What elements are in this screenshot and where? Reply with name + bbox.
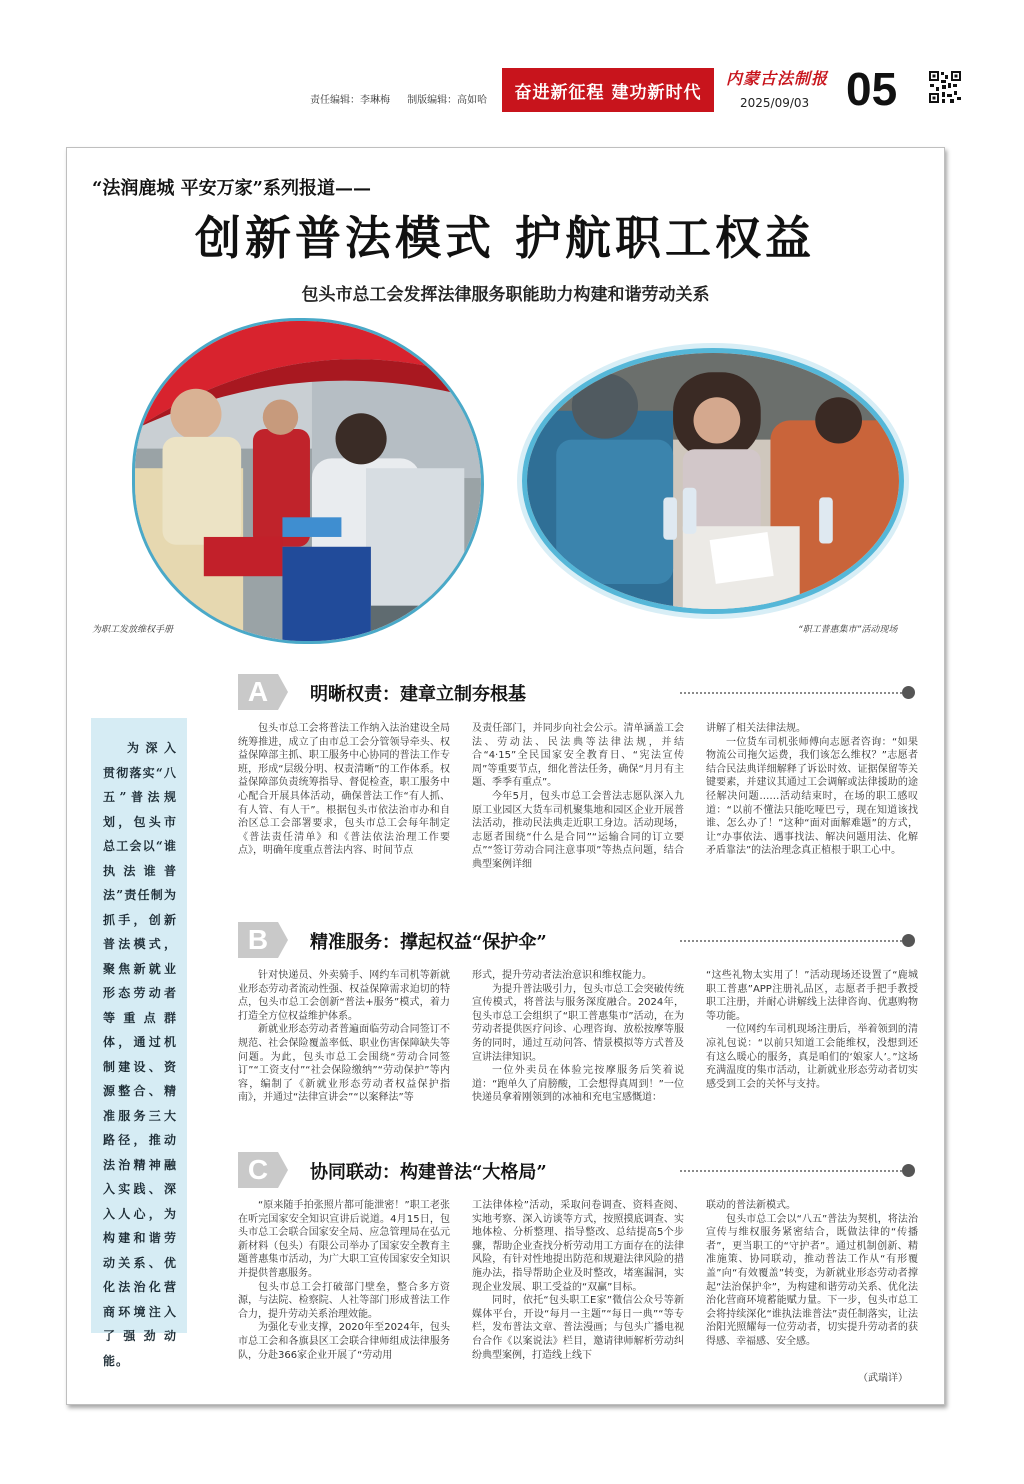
section-b-column-3 <box>706 969 918 1119</box>
masthead <box>0 0 1024 130</box>
paragraph: 今年5月，包头市总工会普法志愿队深入九原工业园区大货车司机聚集地和园区企业开展普法活动，推动民法典走近职工身边。活动现场，志愿者围绕“什么是合同”“运输合同的订立要点”“签订劳动合同注意事项”等热点问题，结合典型案例详细 <box>472 790 684 870</box>
section-c-title: 协同联动：构建普法“大格局” <box>310 1162 547 1183</box>
section-c-column-1 <box>238 1199 450 1389</box>
lead-sidebar <box>91 718 187 1368</box>
editor-name: 责任编辑：李琳梅 <box>310 95 390 106</box>
paragraph: 同时，依托“包头职工E家”微信公众号等新媒体平台，开设“每月一主题”“每日一典”“等专栏，发布普法文章、普法漫画；与包头广播电视台合作《以案说法》栏目，邀请律师解析劳动纠纷典型案例，打造线上线下 <box>472 1295 684 1361</box>
section-a-column-1 <box>238 722 450 886</box>
page-number: 05 <box>846 63 898 115</box>
section-a-letter: A <box>238 674 278 710</box>
qr-code-icon <box>928 70 962 104</box>
paragraph: 包头市总工会以“八五”普法为契机，将法治宣传与维权服务紧密结合，既做法律的“传播者”，更当职工的“守护者”。通过机制创新、精准施策、协同联动，推动普法工作从“有形覆盖”向“有效覆盖”转变，为新就业形态劳动者撑起“法治保护伞”，为构建和谐劳动关系、优化法治化营商环境蓄能赋力量。下一步，包头市总工会将持续深化“谁执法谁普法”责任制落实，让法治阳光照耀每一位劳动者，切实提升劳动者的获得感、幸福感、安全感。 <box>706 1213 918 1347</box>
section-b-title: 精准服务：撑起权益“保护伞” <box>310 932 547 953</box>
paragraph: 一位外卖员在体验完按摩服务后笑着说道：“跑单久了肩膀酸，工会想得真周到！”一位快递员拿着刚领到的冰袖和充电宝感慨道： <box>472 1065 684 1104</box>
paragraph: 包头市总工会将普法工作纳入法治建设全局统筹推进，成立了由市总工会分管领导牵头、权益保障部主抓、职工服务中心协同的普法工作专班，形成“层级分明、权责清晰”的工作体系。权益保障部负责统筹指导、督促检查，职工服务中心配合开展具体活动，确保普法工作“有人抓、有人管、有人干”。根据包头市依法治市办和自治区总工会部署要求，包头市总工会每年制定《普法责任清单》和《普法依法治理工作要点》，明确年度重点普法内容、时间节点 <box>238 723 450 857</box>
paragraph: “原来随手拍张照片都可能泄密！”职工老张在听完国家安全知识宣讲后说道。4月15日，包头市总工会联合国家安全局、应急管理局在弘元新材料（包头）有限公司举办了国家安全教育主题普惠集市活动，为广大职工宣传国家安全知识并提供普惠服务。 <box>238 1200 450 1279</box>
section-b-column-1 <box>238 969 450 1119</box>
section-a-column-3 <box>706 722 918 886</box>
paragraph: 工法律体检”活动，采取问卷调查、资料查阅、实地考察、深入访谈等方式，按照摸底调查、实地体检、分析整理、指导整改、总结提高5个步骤，帮助企业查找分析劳动用工方面存在的法律风险，有针对性地提出防范和规避法律风险的措施办法，指导帮助企业及时整改，堵塞漏洞，实现企业发展、职工受益的“双赢”目标。 <box>472 1200 684 1293</box>
photo-illustration <box>527 353 899 609</box>
section-b-column-2 <box>472 969 684 1119</box>
section-c-column-3 <box>706 1199 918 1367</box>
author-byline: （武瑞详） <box>858 1373 908 1384</box>
slogan-banner: 奋进新征程 建功新时代 <box>502 68 714 112</box>
paper-name-logo: 内蒙古法制报 <box>726 69 829 88</box>
section-b-header <box>238 922 918 962</box>
paragraph: 新就业形态劳动者普遍面临劳动合同签订不规范、社会保险覆盖率低、职业伤害保障缺失等问题。为此，包头市总工会围绕“劳动合同签订”“工资支付”“社会保险缴纳”“劳动保护”等内容，编制了《新就业形态劳动者权益保护指南》，并通过“法律宣讲会”“以案释法”等 <box>238 1024 450 1104</box>
paragraph: 联动的普法新模式。 <box>706 1200 796 1211</box>
photo-handbook-distribution <box>132 318 484 644</box>
section-c-letter: C <box>238 1152 278 1188</box>
photo-market-event <box>522 348 904 614</box>
paragraph: 及责任部门，并同步向社会公示。清单涵盖工会法、劳动法、民法典等法律法规，并结合“4·15”全民国家安全教育日、“宪法宣传周”等重要节点，细化普法任务，确保“月月有主题、季季有重点”。 <box>472 723 684 789</box>
issue-date: 2025/09/03 <box>740 96 810 110</box>
photo-right-caption: “职工普惠集市”活动现场 <box>798 625 898 635</box>
paragraph: 形式，提升劳动者法治意识和维权能力。 <box>472 970 652 981</box>
section-c-column-2 <box>472 1199 684 1389</box>
photo-left-caption: 为职工发放维权手册 <box>92 625 174 635</box>
paragraph: “这些礼物太实用了！”活动现场还设置了“鹿城职工普惠”APP注册礼品区，志愿者手把手教授职工注册，并耐心讲解线上法律咨询、优惠购物等功能。 <box>706 970 918 1022</box>
layout-editor-name: 制版编辑：高如哈 <box>407 95 488 106</box>
headline: 创新普法模式 护航职工权益 <box>194 211 815 265</box>
paragraph: 一位货车司机张师傅向志愿者咨询：“如果物流公司拖欠运费，我们该怎么维权？”志愿者结合民法典详细解释了诉讼时效、证据保留等关键要素，并建议其通过工会调解或法律援助的途径解决问题……活动结束时，在场的职工感叹道：“以前不懂法只能吃哑巴亏，现在知道该找谁、怎么办了！”这种“面对面解难题”的方式，让“办事依法、遇事找法、解决问题用法、化解矛盾靠法”的法治理念真正植根于职工心中。 <box>706 736 918 857</box>
subheadline: 包头市总工会发挥法律服务职能助力构建和谐劳动关系 <box>301 285 710 305</box>
paragraph: 为强化专业支撑，2020年至2024年，包头市总工会和各旗县区工会联合律师组成法律服务队，分赴366家企业开展了“劳动用 <box>238 1322 450 1361</box>
section-a-header <box>238 674 918 714</box>
paragraph: 包头市总工会打破部门壁垒，整合多方资源，与法院、检察院、人社等部门形成普法工作合力，提升劳动关系治理效能。 <box>238 1281 450 1320</box>
editor-credits <box>310 91 501 106</box>
section-c-dot-icon <box>902 1164 915 1177</box>
section-a-column-2 <box>472 722 684 886</box>
photo-illustration <box>135 321 481 641</box>
section-c-header <box>238 1152 918 1192</box>
paragraph: 为提升普法吸引力，包头市总工会突破传统宣传模式，将普法与服务深度融合。2024年，包头市总工会组织了“职工普惠集市”活动，在为劳动者提供医疗问诊、心理咨询、放松按摩等服务的同时，通过互动问答、情景模拟等方式普及宣讲法律知识。 <box>472 983 684 1063</box>
section-b-divider <box>680 940 902 942</box>
section-a-divider <box>680 692 902 694</box>
paragraph: 一位网约车司机现场注册后，举着领到的清凉礼包说：“以前只知道工会能维权，没想到还有这么暖心的服务，真是咱们的‘娘家人’。”这场充满温度的集市活动，让新就业形态劳动者切实感受到工会的关怀与支持。 <box>706 1024 918 1090</box>
paragraph: 讲解了相关法律法规。 <box>706 723 806 734</box>
section-b-letter: B <box>238 922 278 958</box>
section-b-dot-icon <box>902 934 915 947</box>
lead-text: 为深入贯彻落实“八五”普法规划，包头市总工会以“谁执法谁普法”责任制为抓手，创新普法模式，聚焦新就业形态劳动者等重点群体，通过机制建设、资源整合、精准服务三大路径，推动法治精神融入实践、深入人心，为构建和谐劳动关系、优化法治化营商环境注入了强劲动能。 <box>103 741 177 1368</box>
section-a-dot-icon <box>902 686 915 699</box>
series-label: “法润鹿城 平安万家”系列报道—— <box>92 178 371 199</box>
paragraph: 针对快递员、外卖骑手、网约车司机等新就业形态劳动者流动性强、权益保障需求迫切的特点，包头市总工会创新“普法+服务”模式，着力打造全方位权益维护体系。 <box>238 970 450 1022</box>
section-a-title: 明晰权责：建章立制夯根基 <box>310 684 526 705</box>
section-c-divider <box>680 1170 902 1172</box>
